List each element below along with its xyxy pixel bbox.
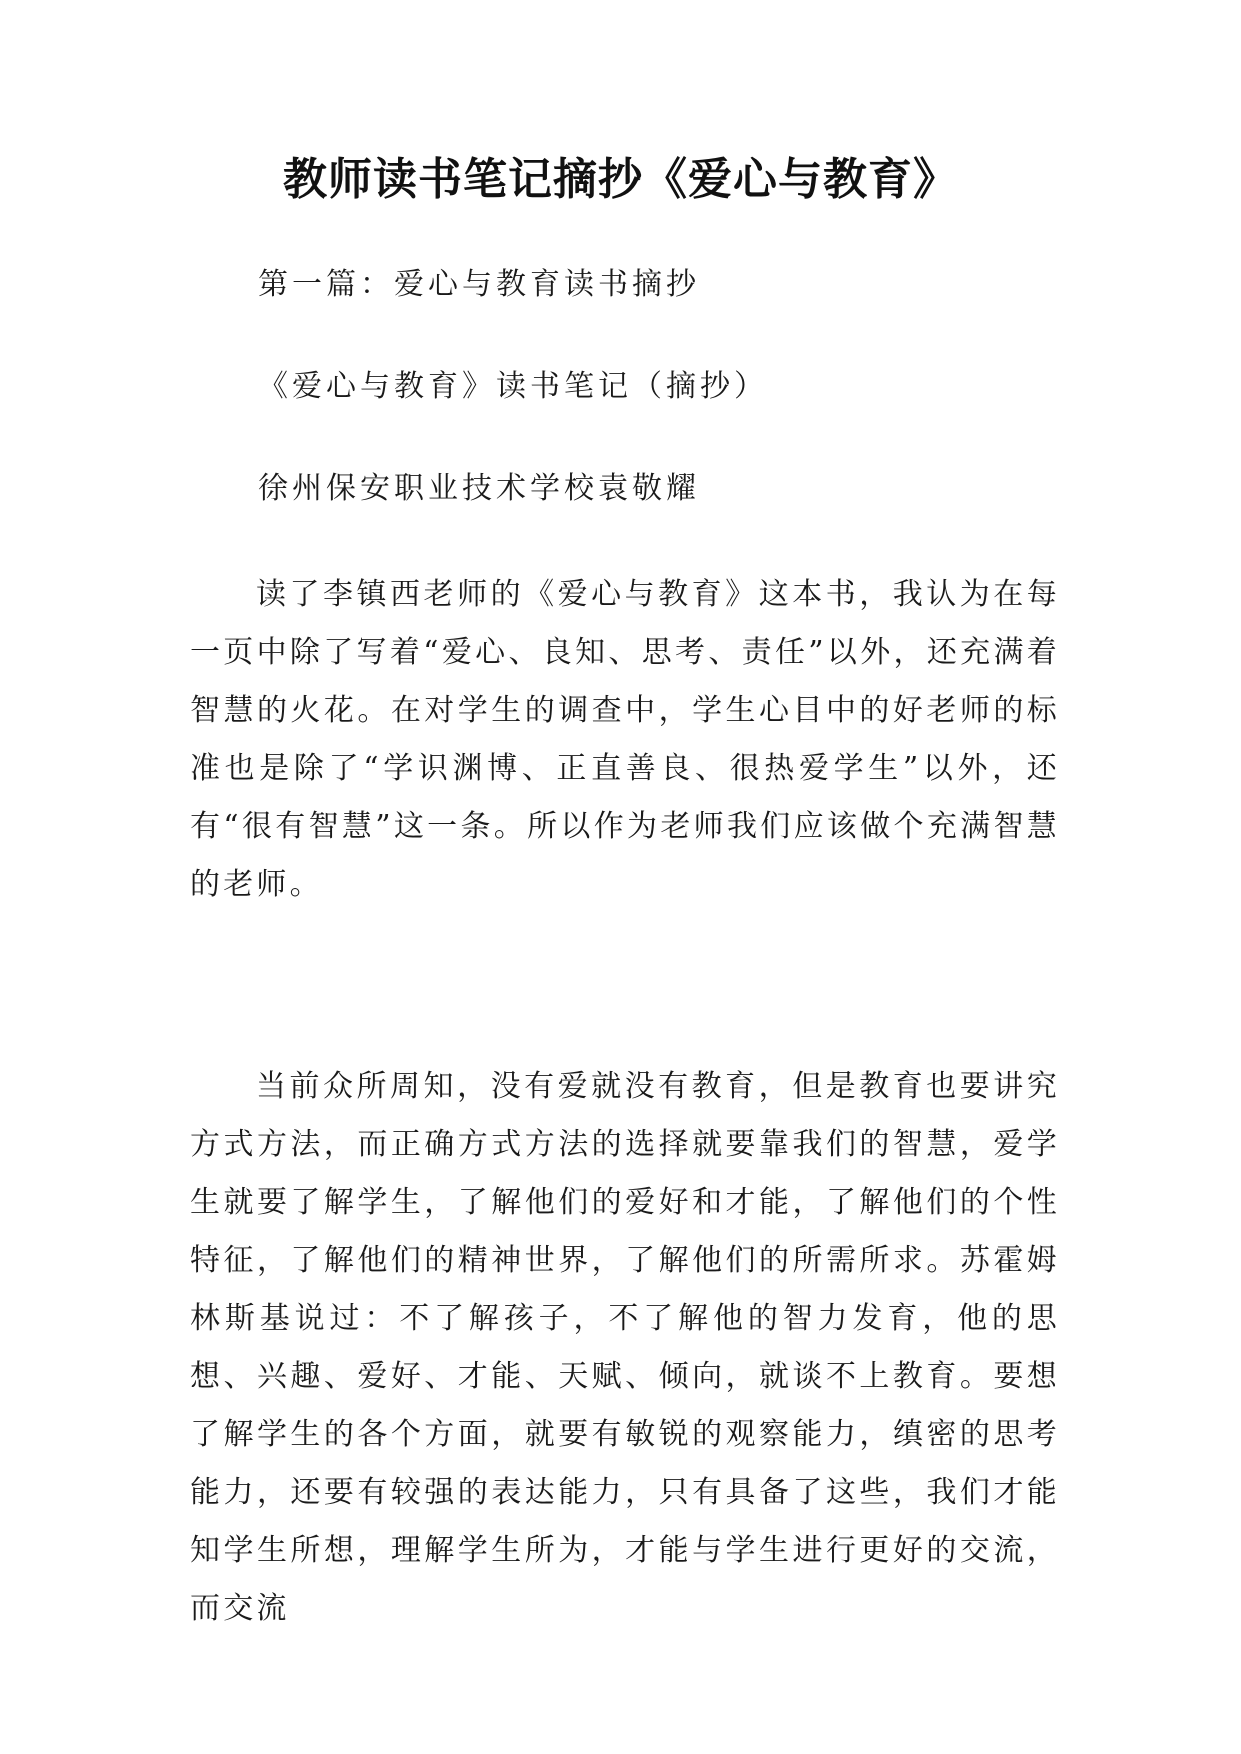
document-title: 教师读书笔记摘抄《爱心与教育》: [283, 154, 958, 205]
paragraph-1: 读了李镇西老师的《爱心与教育》这本书，我认为在每一页中除了写着“爱心、良知、思考、责任”以外，还充满着智慧的火花。在对学生的调查中，学生心目中的好老师的标准也是除了“学识渊博、正直善良、很热爱学生”以外，还有“很有智慧”这一条。所以作为老师我们应该做个充满智慧的老师。: [190, 577, 1060, 902]
section-heading: 第一篇：爱心与教育读书摘抄: [258, 267, 700, 302]
notes-heading: 《爱心与教育》读书笔记（摘抄）: [258, 369, 768, 404]
paragraph-2: 当前众所周知，没有爱就没有教育，但是教育也要讲究方式方法，而正确方式方法的选择就要靠我们的智慧，爱学生就要了解学生，了解他们的爱好和才能，了解他们的个性特征，了解他们的精神世界，了解他们的所需所求。苏霍姆林斯基说过：不了解孩子，不了解他的智力发育，他的思想、兴趣、爱好、才能、天赋、倾向，就谈不上教育。要想了解学生的各个方面，就要有敏锐的观察能力，缜密的思考能力，还要有较强的表达能力，只有具备了这些，我们才能知学生所想，理解学生所为，才能与学生进行更好的交流，而交流: [190, 1069, 1060, 1626]
author-line: 徐州保安职业技术学校袁敬耀: [258, 471, 700, 506]
